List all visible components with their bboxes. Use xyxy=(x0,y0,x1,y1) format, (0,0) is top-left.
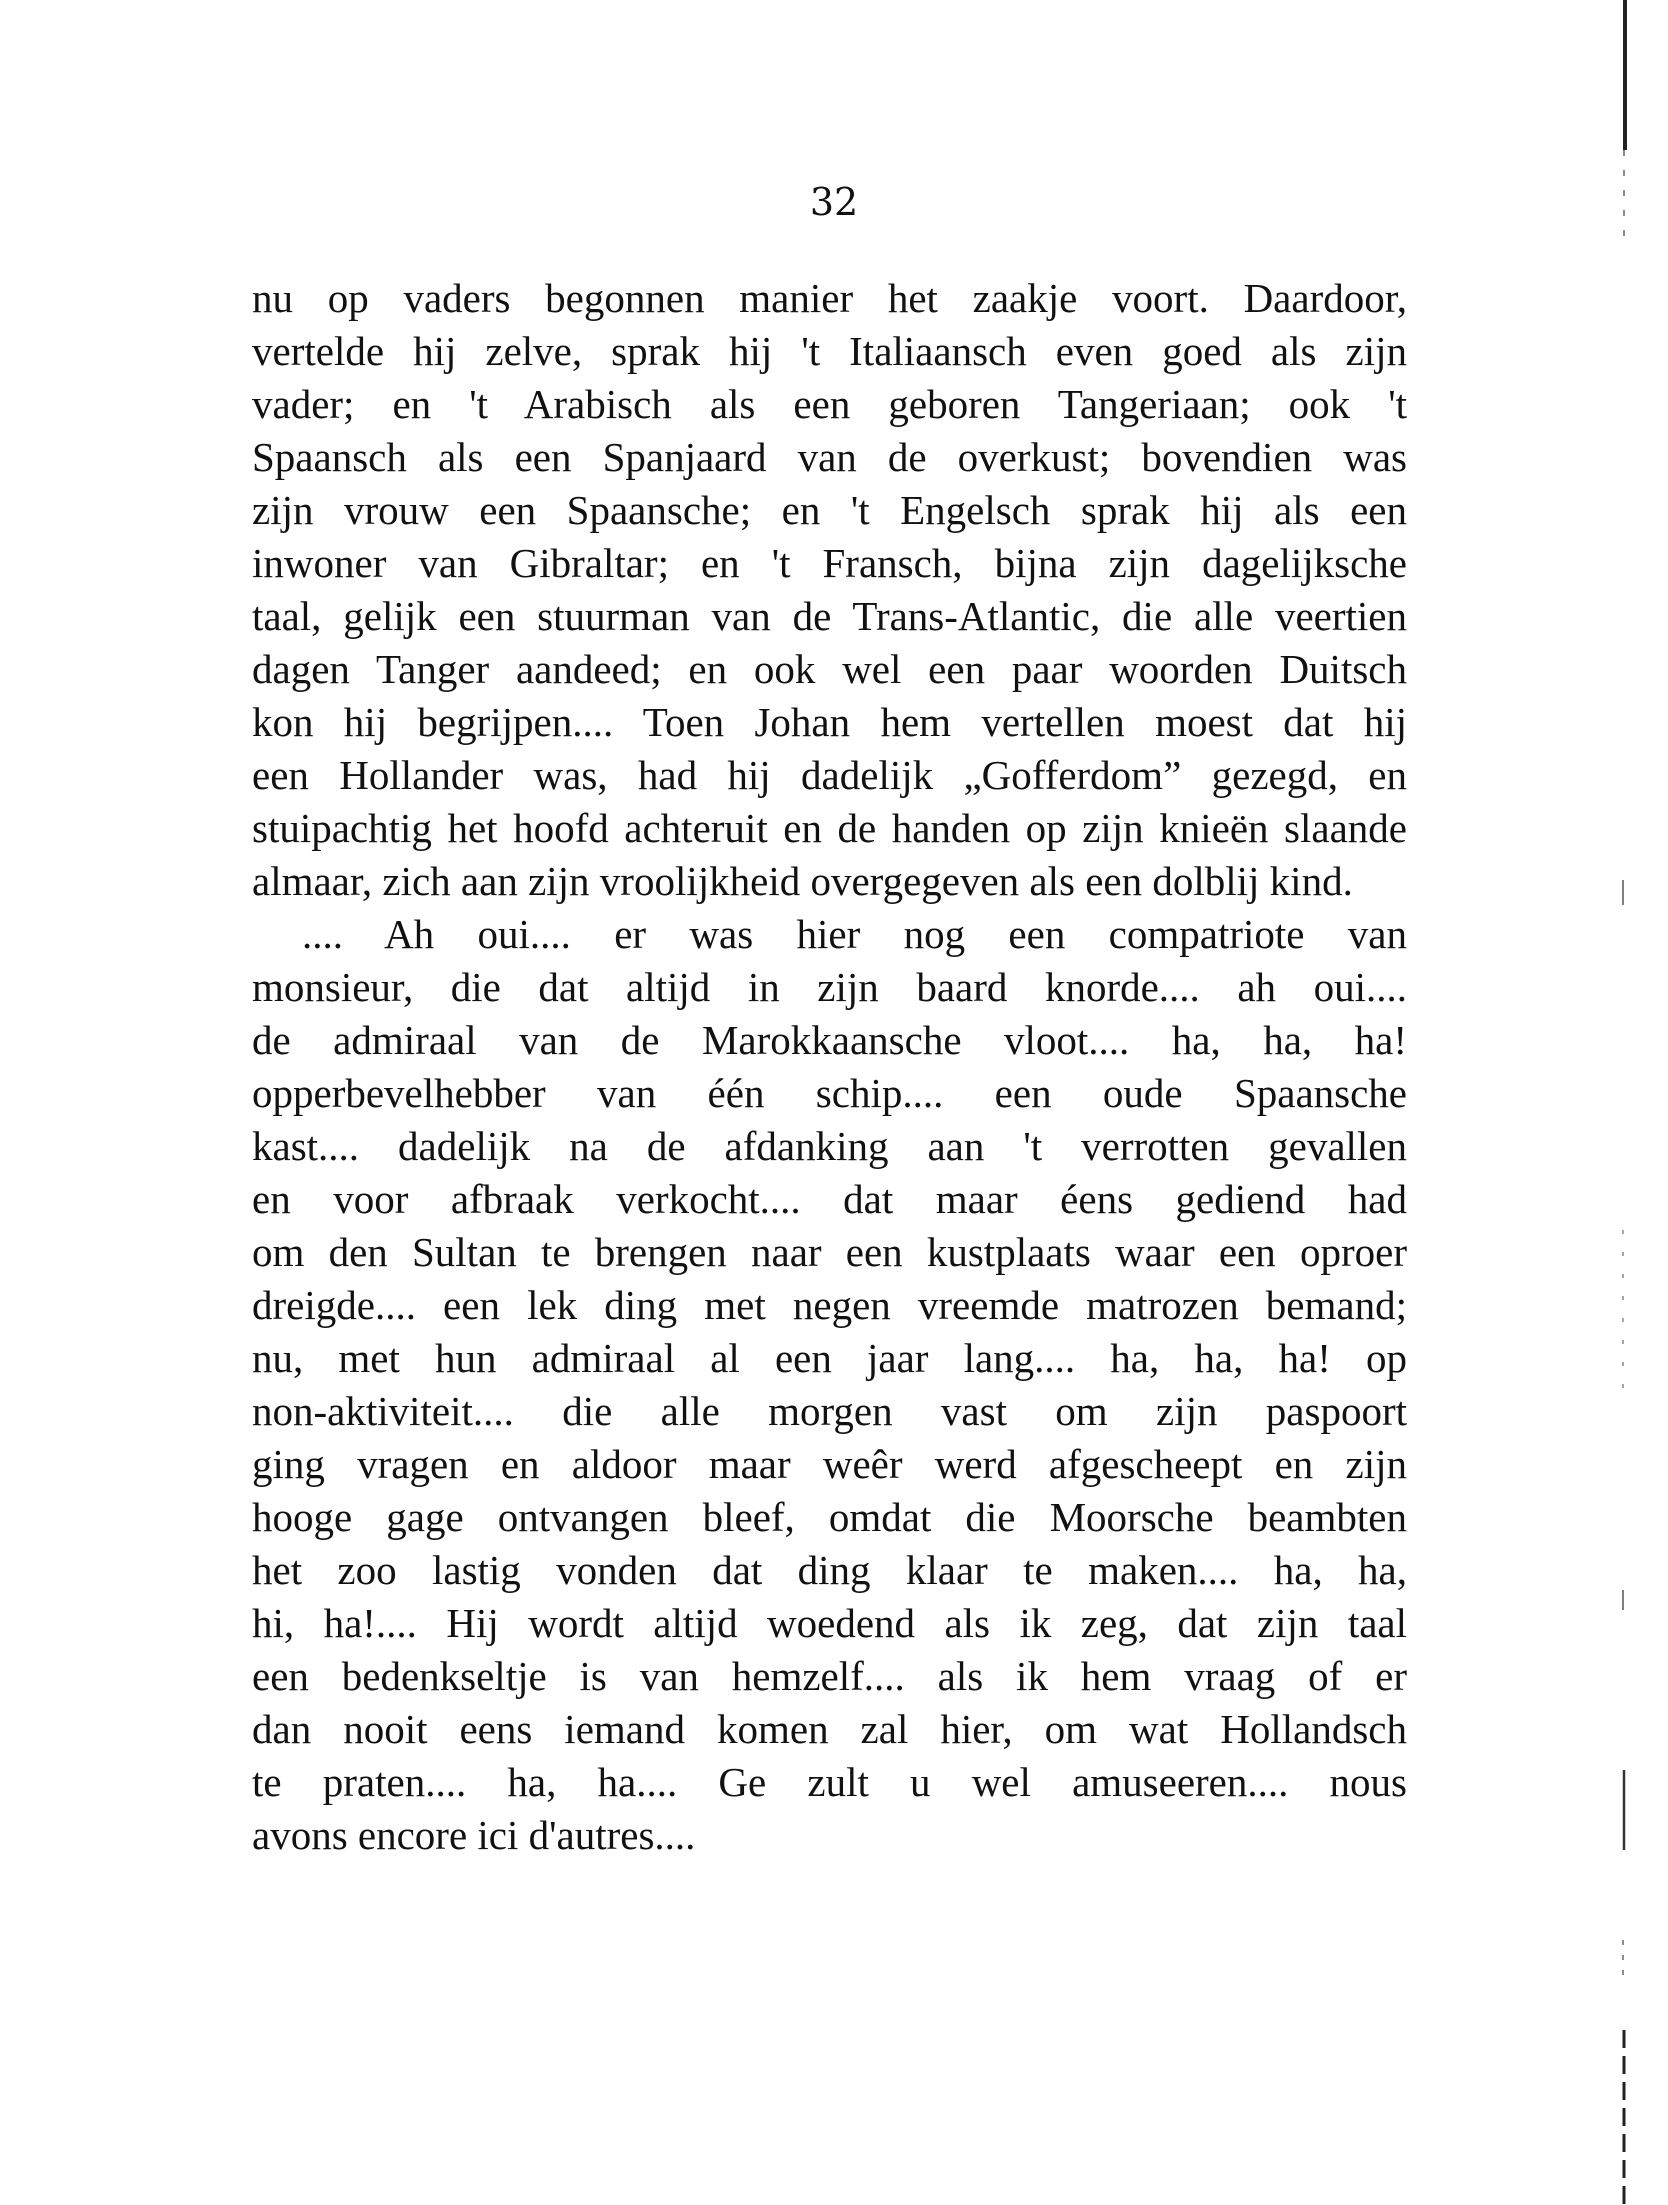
text-line: een Hollander was, had hij dadelijk „Gofferdom” gezegd, en xyxy=(252,752,1407,798)
text-line: dan nooit eens iemand komen zal hier, om wat Hollandsch xyxy=(252,1706,1407,1752)
text-line: opperbevelhebber van één schip.... een oude Spaansche xyxy=(252,1070,1407,1116)
text-line: avons encore ici d'autres.... xyxy=(252,1812,696,1858)
text-line: dreigde.... een lek ding met negen vreemde matrozen bemand; xyxy=(252,1282,1407,1328)
text-line: hooge gage ontvangen bleef, omdat die Moorsche beambten xyxy=(252,1494,1407,1540)
text-line: vertelde hij zelve, sprak hij 't Italiaansch even goed als zijn xyxy=(252,328,1407,374)
text-line: taal, gelijk een stuurman van de Trans-Atlantic, die alle veertien xyxy=(252,593,1407,639)
text-line: de admiraal van de Marokkaansche vloot.... ha, ha, ha! xyxy=(252,1017,1407,1063)
text-line: monsieur, die dat altijd in zijn baard knorde.... ah oui.... xyxy=(252,964,1407,1010)
text-line: om den Sultan te brengen naar een kustplaats waar een oproer xyxy=(252,1229,1407,1275)
scan-edge-marks xyxy=(1608,0,1668,2205)
text-line: almaar, zich aan zijn vroolijkheid overgegeven als een dolblij kind. xyxy=(252,858,1353,904)
page-number: 32 xyxy=(809,180,859,224)
text-line: Spaansch als een Spanjaard van de overkust; bovendien was xyxy=(252,434,1407,480)
text-line: en voor afbraak verkocht.... dat maar éens gediend had xyxy=(252,1176,1407,1222)
text-line: inwoner van Gibraltar; en 't Fransch, bijna zijn dagelijksche xyxy=(252,540,1407,586)
text-line: kon hij begrijpen.... Toen Johan hem vertellen moest dat hij xyxy=(252,699,1407,745)
text-line: vader; en 't Arabisch als een geboren Tangeriaan; ook 't xyxy=(252,381,1407,427)
text-line: nu, met hun admiraal al een jaar lang.... ha, ha, ha! op xyxy=(252,1335,1407,1381)
text-line: kast.... dadelijk na de afdanking aan 't verrotten gevallen xyxy=(252,1123,1407,1169)
body-text xyxy=(252,272,1407,1862)
text-line: ging vragen en aldoor maar weêr werd afgescheept en zijn xyxy=(252,1441,1407,1487)
text-line: zijn vrouw een Spaansche; en 't Engelsch sprak hij als een xyxy=(252,487,1407,533)
text-line: een bedenkseltje is van hemzelf.... als ik hem vraag of er xyxy=(252,1653,1407,1699)
text-line: nu op vaders begonnen manier het zaakje voort. Daardoor, xyxy=(252,275,1407,321)
text-line: hi, ha!.... Hij wordt altijd woedend als ik zeg, dat zijn taal xyxy=(252,1600,1407,1646)
text-line: stuipachtig het hoofd achteruit en de handen op zijn knieën slaande xyxy=(252,805,1407,851)
text-line: het zoo lastig vonden dat ding klaar te maken.... ha, ha, xyxy=(252,1547,1407,1593)
text-line: dagen Tanger aandeed; en ook wel een paar woorden Duitsch xyxy=(252,646,1407,692)
text-line: .... Ah oui.... er was hier nog een compatriote van xyxy=(302,911,1407,957)
text-line: non-aktiviteit.... die alle morgen vast om zijn paspoort xyxy=(252,1388,1407,1434)
text-line: te praten.... ha, ha.... Ge zult u wel amuseeren.... nous xyxy=(252,1759,1407,1805)
